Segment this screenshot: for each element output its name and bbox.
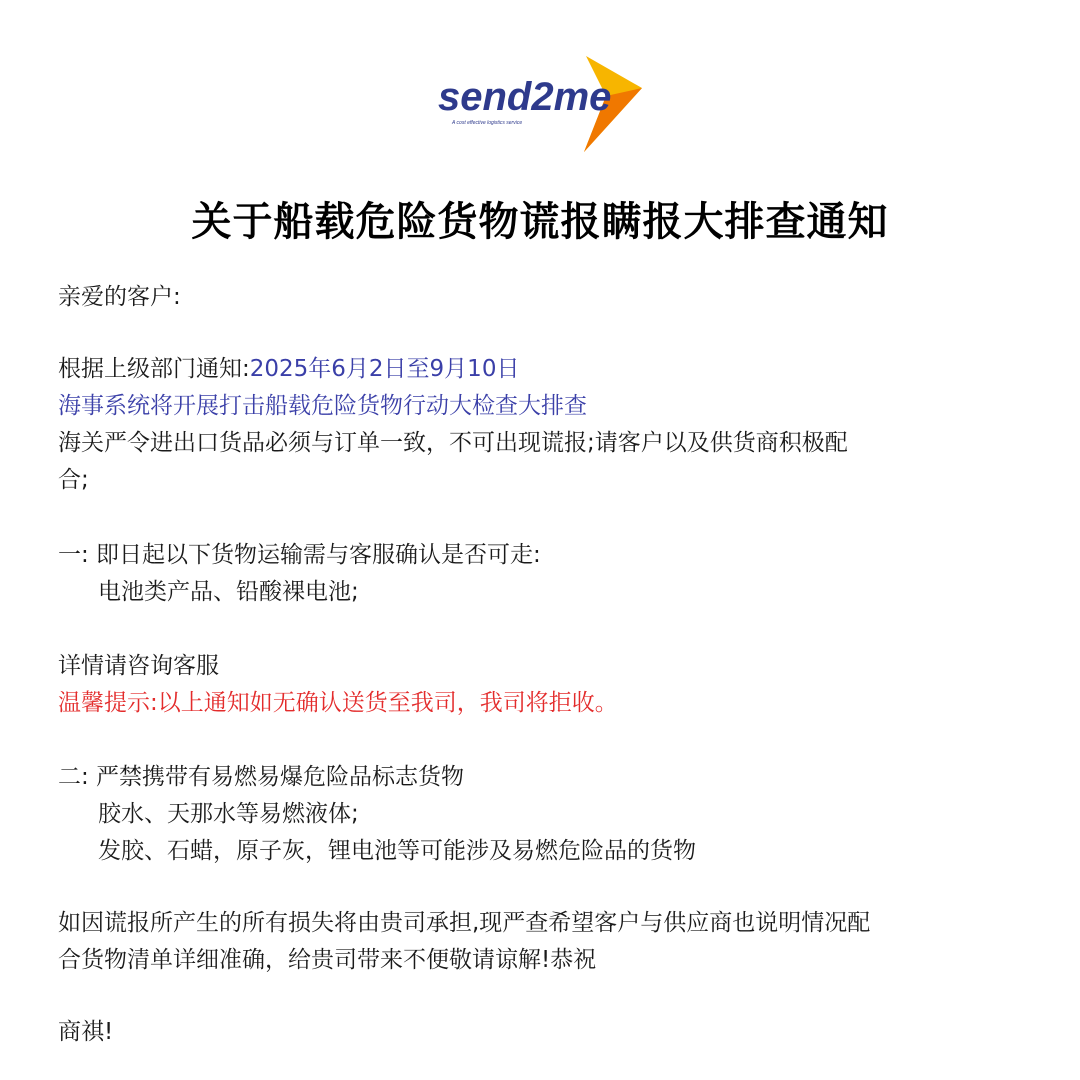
section1-heading: 一: 即日起以下货物运输需与客服确认是否可走: <box>58 542 541 568</box>
send2me-logo <box>436 54 646 154</box>
notice-prefix: 根据上级部门通知: <box>58 356 250 382</box>
page-title: 关于船载危险货物谎报瞒报大排查通知 <box>191 199 889 245</box>
section2-item: 发胶、石蜡，原子灰，锂电池等可能涉及易燃危险品的货物 <box>98 838 696 864</box>
warning-text: 温馨提示:以上通知如无确认送货至我司，我司将拒收。 <box>58 690 618 716</box>
notice-line <box>58 351 519 387</box>
section2-item: 胶水、天那水等易燃液体; <box>98 801 359 827</box>
contact-text: 详情请咨询客服 <box>58 653 219 679</box>
notice-action: 海事系统将开展打击船载危险货物行动大检查大排查 <box>58 393 587 419</box>
closing-line2: 合货物清单详细准确，给贵司带来不便敬请谅解!恭祝 <box>58 947 597 973</box>
signoff: 商祺! <box>58 1019 114 1045</box>
closing-line1: 如因谎报所产生的所有损失将由贵司承担,现严查希望客户与供应商也说明情况配 <box>58 910 871 936</box>
section1-item: 电池类产品、铅酸裸电池; <box>98 579 359 605</box>
notice-dates: 2025年6月2日至9月10日 <box>249 356 520 382</box>
notice-body-line1: 海关严令进出口货品必须与订单一致，不可出现谎报;请客户以及供货商积极配 <box>58 430 848 456</box>
greeting: 亲爱的客户: <box>58 284 181 310</box>
logo-brand-text: send2me <box>438 75 612 119</box>
section2-heading: 二: 严禁携带有易燃易爆危险品标志货物 <box>58 764 465 790</box>
notice-body-line2: 合; <box>58 467 89 493</box>
logo-tagline: A cost effective logistics service <box>452 120 523 126</box>
